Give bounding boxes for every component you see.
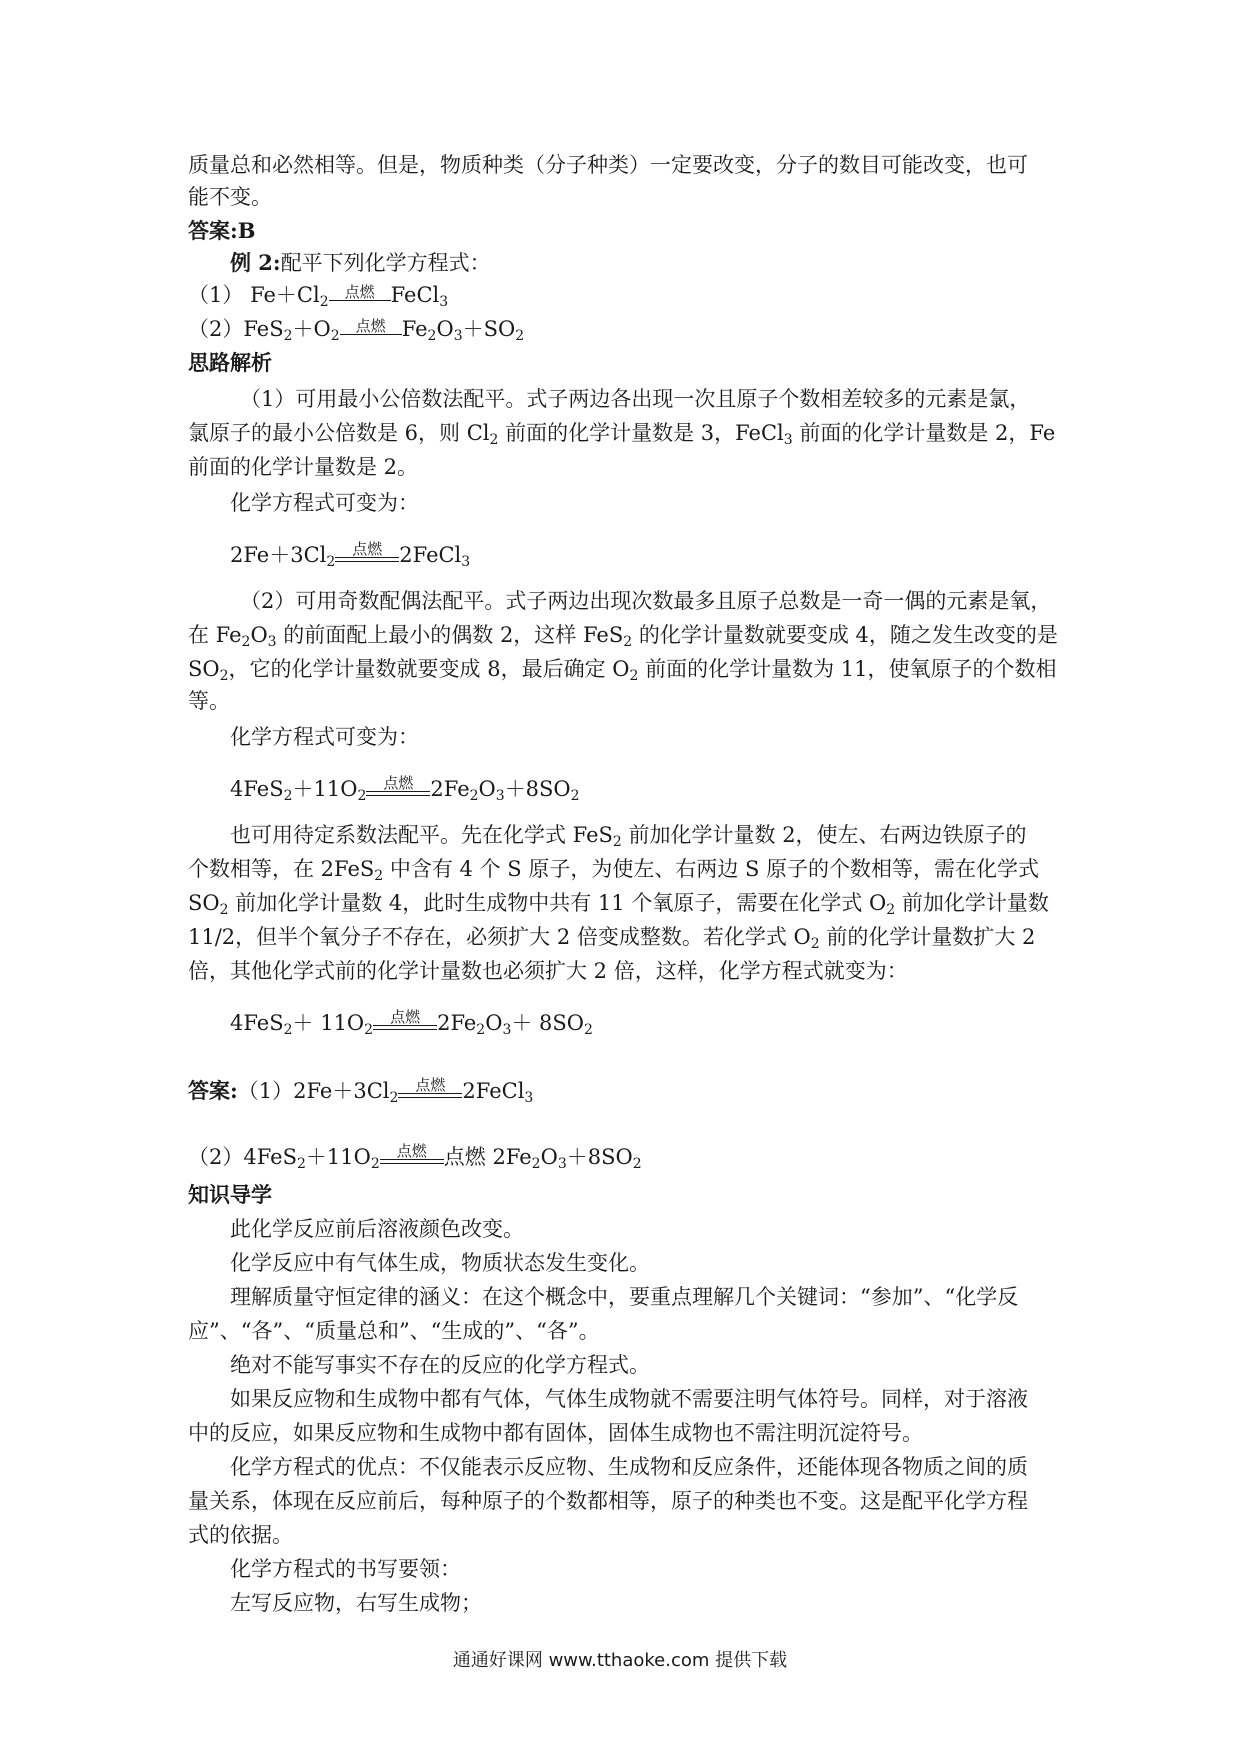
reaction-condition (329, 284, 391, 310)
subscript: 2 (427, 328, 437, 344)
subscript: 3 (453, 328, 463, 344)
condition-label: 点燃 (352, 540, 383, 558)
subscript: 2 (469, 788, 479, 804)
analysis-becomes-1: 化学方程式可变为： (230, 491, 419, 515)
text: 个数相等，在 2FeS (188, 857, 375, 881)
subscript: 2 (370, 1156, 380, 1172)
guide-item-8: 左写反应物，右写生成物； (230, 1591, 482, 1615)
text: 中含有 4 个 S 原子，为使左、右两边 S 原子的个数相等，需在化学式 (383, 857, 1040, 881)
product: O (436, 317, 454, 341)
guide-item-6-line-3: 式的依据。 (188, 1523, 293, 1547)
subscript: 3 (502, 1022, 512, 1038)
answer-label: 答案: (188, 1078, 238, 1103)
subscript: 3 (524, 1090, 534, 1106)
subscript: 2 (476, 1022, 486, 1038)
guide-item-5-line-2: 中的反应，如果反应物和生成物中都有固体，固体生成物也不需注明沉淀符号。 (188, 1421, 923, 1445)
text: 前加化学计量数 (895, 891, 1049, 915)
page-footer: 通通好课网 www.tthaoke.com 提供下载 (452, 1650, 788, 1671)
balanced-equation-2 (230, 774, 580, 804)
subscript: 2 (515, 328, 525, 344)
subscript: 2 (296, 1156, 306, 1172)
text: 也可用待定系数法配平。先在化学式 FeS (230, 823, 613, 847)
analysis-p1-line-1: （1）可用最小公倍数法配平。式子两边各出现一次且原子个数相差较多的元素是氯， (240, 387, 1031, 411)
example-label: 例 2: (230, 250, 281, 275)
guide-item-1: 此化学反应前后溶液颜色改变。 (230, 1217, 524, 1241)
reactant: ＋11O (305, 1145, 371, 1169)
example-2-heading (230, 248, 491, 278)
subscript: 3 (461, 554, 471, 570)
text: 前面的化学计量数为 11，使氧原子的个数相 (638, 657, 1057, 681)
reactant: 4FeS (230, 777, 284, 801)
subscript: 2 (357, 788, 367, 804)
product: 点燃 2Fe (443, 1145, 532, 1169)
condition-label: 点燃 (415, 1076, 446, 1094)
product: O (540, 1145, 558, 1169)
subscript: 3 (495, 788, 505, 804)
subscript: 2 (810, 936, 820, 952)
subscript: 2 (531, 1156, 541, 1172)
analysis-p2-line-2 (188, 620, 1058, 650)
answer-2-line-2 (188, 1142, 642, 1172)
text: 氯原子的最小公倍数是 6，则 Cl (188, 421, 490, 445)
reaction-condition (335, 541, 399, 570)
product: O (478, 777, 496, 801)
reactant: Fe＋Cl (250, 283, 320, 307)
reaction-condition (380, 1143, 444, 1172)
subscript: 2 (283, 328, 293, 344)
reactant: 2Fe＋3Cl (230, 543, 327, 567)
subscript: 3 (439, 294, 449, 310)
subscript: 3 (557, 1156, 567, 1172)
reactant: ＋11O (292, 777, 358, 801)
analysis-p2-line-4: 等。 (188, 689, 230, 713)
text: 前面的化学计量数是 2，Fe (792, 421, 1056, 445)
balanced-equation-3 (230, 1008, 593, 1038)
subscript: 2 (570, 788, 580, 804)
guide-item-7: 化学方程式的书写要领： (230, 1557, 461, 1581)
eq-number: （1） (237, 1079, 294, 1103)
analysis-p3-line-1 (230, 820, 1027, 850)
equation-1-unbalanced (188, 280, 448, 310)
product: 2FeCl (399, 543, 462, 567)
subscript: 2 (632, 1156, 642, 1172)
product: ＋8SO (566, 1145, 633, 1169)
subscript: 2 (584, 1022, 593, 1038)
answer-1: 答案:B (188, 218, 256, 243)
subscript: 2 (326, 554, 336, 570)
text: SO (188, 657, 220, 681)
subscript: 2 (241, 634, 251, 650)
analysis-title: 思路解析 (188, 350, 272, 375)
subscript: 2 (364, 1022, 374, 1038)
product: 2Fe (437, 1011, 477, 1035)
analysis-p3-line-5: 倍，其他化学式前的化学计量数也必须扩大 2 倍，这样，化学方程式就变为： (188, 959, 908, 983)
condition-label: 点燃 (390, 1008, 421, 1026)
guide-item-2: 化学反应中有气体生成，物质状态发生变化。 (230, 1251, 650, 1275)
subscript: 2 (283, 1022, 293, 1038)
analysis-p3-line-4 (188, 922, 1035, 952)
text: 前加化学计量数 4，此时生成物中共有 11 个氧原子，需要在化学式 O (228, 891, 887, 915)
text: O (250, 623, 268, 647)
analysis-p3-line-2 (188, 854, 1039, 884)
condition-label: 点燃 (383, 774, 414, 792)
subscript: 3 (267, 634, 277, 650)
subscript: 2 (374, 868, 384, 884)
text: 前面的化学计量数是 3，FeCl (498, 421, 784, 445)
balanced-equation-1 (230, 540, 470, 570)
guide-item-6-line-2: 量关系，体现在反应前后，每种原子的个数都相等，原子的种类也不变。这是配平化学方程 (188, 1489, 1028, 1513)
eq-number: （2） (188, 317, 244, 341)
reaction-condition (340, 318, 402, 344)
reactant: 2Fe＋3Cl (293, 1079, 390, 1103)
answer-2-line-1 (188, 1076, 533, 1106)
text: 在 Fe (188, 623, 242, 647)
subscript: 2 (629, 668, 639, 684)
subscript: 2 (219, 668, 229, 684)
subscript: 2 (283, 788, 293, 804)
eq-number: （2） (188, 1145, 244, 1169)
analysis-p2-line-3 (188, 654, 1056, 684)
reactant: 4FeS (230, 1011, 284, 1035)
text: 的化学计量数就要变成 4，随之发生改变的是 (632, 623, 1058, 647)
equation-2-unbalanced (188, 314, 524, 344)
subscript: 2 (612, 834, 622, 850)
text: SO (188, 891, 220, 915)
reactant: ＋ 11O (292, 1011, 365, 1035)
product: ＋8SO (504, 777, 571, 801)
analysis-p2-line-1: （2）可用奇数配偶法配平。式子两边出现次数最多且原子总数是一奇一偶的元素是氧， (240, 589, 1052, 613)
subscript: 3 (783, 432, 793, 448)
reactant: 4FeS (243, 1145, 297, 1169)
guide-item-6-line-1: 化学方程式的优点：不仅能表示反应物、生成物和反应条件，还能体现各物质之间的质 (230, 1455, 1028, 1479)
text: 11/2，但半个氧分子不存在，必须扩大 2 倍变成整数。若化学式 O (188, 925, 811, 949)
guide-item-3-line-1: 理解质量守恒定律的涵义：在这个概念中，要重点理解几个关键词：“参加”、“化学反 (230, 1285, 1019, 1309)
condition-label: 点燃 (355, 317, 386, 335)
condition-label: 点燃 (344, 283, 375, 301)
product: ＋ 8SO (511, 1011, 584, 1035)
guide-item-3-line-2: 应”、“各”、“质量总和”、“生成的”、“各”。 (188, 1319, 600, 1343)
subscript: 2 (623, 634, 633, 650)
subscript: 2 (489, 432, 499, 448)
reaction-condition (373, 1009, 437, 1038)
reaction-condition (366, 775, 430, 804)
subscript: 2 (886, 902, 896, 918)
text: ，它的化学计量数就要变成 8，最后确定 O (228, 657, 630, 681)
eq-number: （1） (188, 283, 244, 307)
subscript: 2 (330, 328, 340, 344)
reactant: FeS (243, 317, 284, 341)
product: FeCl (390, 283, 440, 307)
example-text: 配平下列化学方程式： (280, 251, 491, 275)
analysis-p1-line-3: 前面的化学计量数是 2。 (188, 455, 419, 479)
product: O (485, 1011, 503, 1035)
guide-item-4: 绝对不能写事实不存在的反应的化学方程式。 (230, 1353, 650, 1377)
text: 的前面配上最小的偶数 2，这样 FeS (276, 623, 624, 647)
product: 2Fe (430, 777, 470, 801)
reaction-condition (398, 1077, 462, 1106)
subscript: 2 (319, 294, 329, 310)
condition-label: 点燃 (396, 1142, 427, 1160)
text: 前的化学计量数扩大 2 (819, 925, 1036, 949)
subscript: 2 (389, 1090, 399, 1106)
product: ＋SO (462, 317, 516, 341)
analysis-p1-line-2 (188, 418, 1055, 448)
analysis-becomes-2: 化学方程式可变为： (230, 725, 419, 749)
text: 前加化学计量数 2，使左、右两边铁原子的 (621, 823, 1027, 847)
product: Fe (401, 317, 428, 341)
reactant: ＋O (292, 317, 331, 341)
product: 2FeCl (462, 1079, 525, 1103)
intro-line-1: 质量总和必然相等。但是，物质种类（分子种类）一定要改变，分子的数目可能改变，也可 (188, 153, 1028, 177)
guide-title: 知识导学 (188, 1182, 272, 1207)
subscript: 2 (219, 902, 229, 918)
analysis-p3-line-3 (188, 888, 1049, 918)
guide-item-5-line-1: 如果反应物和生成物中都有气体，气体生成物就不需要注明气体符号。同样，对于溶液 (230, 1387, 1028, 1411)
intro-line-2: 能不变。 (188, 185, 272, 209)
